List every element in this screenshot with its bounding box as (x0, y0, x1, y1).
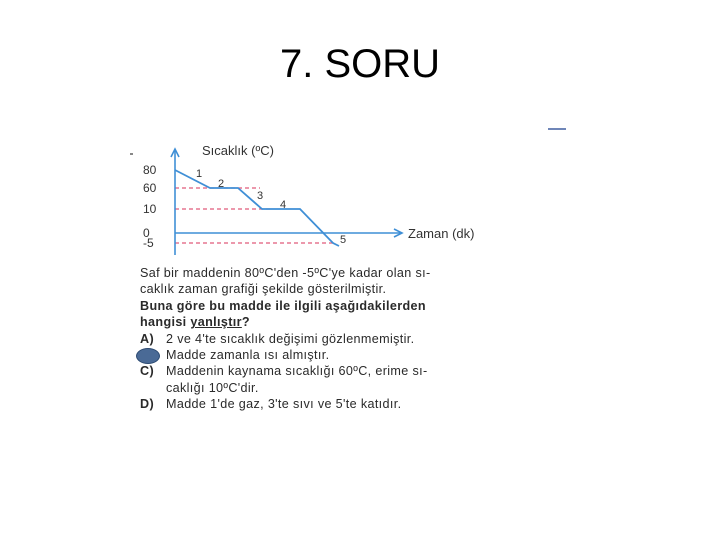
temperature-time-chart (140, 135, 520, 260)
option-c-text: Maddenin kaynama sıcaklığı 60ºC, erime sı- (166, 364, 428, 379)
question-block (140, 265, 560, 413)
option-d-letter: D) (140, 397, 154, 412)
slide-title: 7. SORU (279, 42, 441, 86)
option-b-text: Madde zamanla ısı almıştır. (166, 348, 330, 363)
question-intro-line-2: caklık zaman grafiği şekilde gösterilmiştir. (140, 282, 387, 297)
option-a-letter: A) (140, 331, 154, 346)
question-intro-line-1: Saf bir maddenin 80ºC'den -5ºC'ye kadar olan sı- (140, 266, 431, 280)
chart-labels (143, 143, 474, 250)
option-c-text-2: caklığı 10ºC'dir. (166, 380, 259, 395)
segment-label-3: 3 (257, 190, 264, 202)
y-tick-label: 10 (143, 202, 157, 216)
y-tick-label: 0 (143, 226, 150, 240)
segment-label-2: 2 (218, 178, 225, 190)
option-d[interactable] (140, 396, 560, 412)
option-a[interactable] (140, 331, 560, 347)
option-a-text: 2 ve 4'te sıcaklık değişimi gözlenmemiştir. (166, 331, 415, 346)
question-prompt-line-1: Buna göre bu madde ile ilgili aşağıdakilerden (140, 298, 426, 313)
segment-label-1: 1 (196, 168, 203, 180)
selected-answer-marker (136, 348, 160, 364)
prompt-emphasis: yanlıştır (190, 315, 242, 330)
option-b[interactable] (140, 347, 560, 363)
option-d-text: Madde 1'de gaz, 3'te sıvı ve 5'te katıdır. (166, 397, 402, 412)
y-tick-label: 80 (143, 163, 157, 177)
option-c[interactable] (140, 363, 560, 379)
x-axis-label: Zaman (dk) (408, 226, 475, 241)
prompt-text: hangisi (140, 315, 191, 330)
y-axis-label: Sıcaklık (ºC) (202, 143, 274, 158)
segment-label-4: 4 (280, 199, 287, 211)
option-c-continuation (140, 380, 560, 396)
y-tick-label: -5 (143, 236, 154, 250)
prompt-mark: ? (241, 315, 250, 330)
temperature-line (175, 170, 339, 246)
option-c-letter: C) (140, 364, 154, 379)
chart-axes (171, 149, 402, 255)
question-prompt-line-2 (140, 314, 560, 330)
decorative-line (548, 128, 566, 130)
y-tick-label: 60 (143, 181, 157, 195)
decorative-tick (130, 153, 133, 155)
reference-dashes (175, 188, 335, 243)
data-line (175, 170, 339, 246)
segment-label-5: 5 (340, 234, 347, 246)
